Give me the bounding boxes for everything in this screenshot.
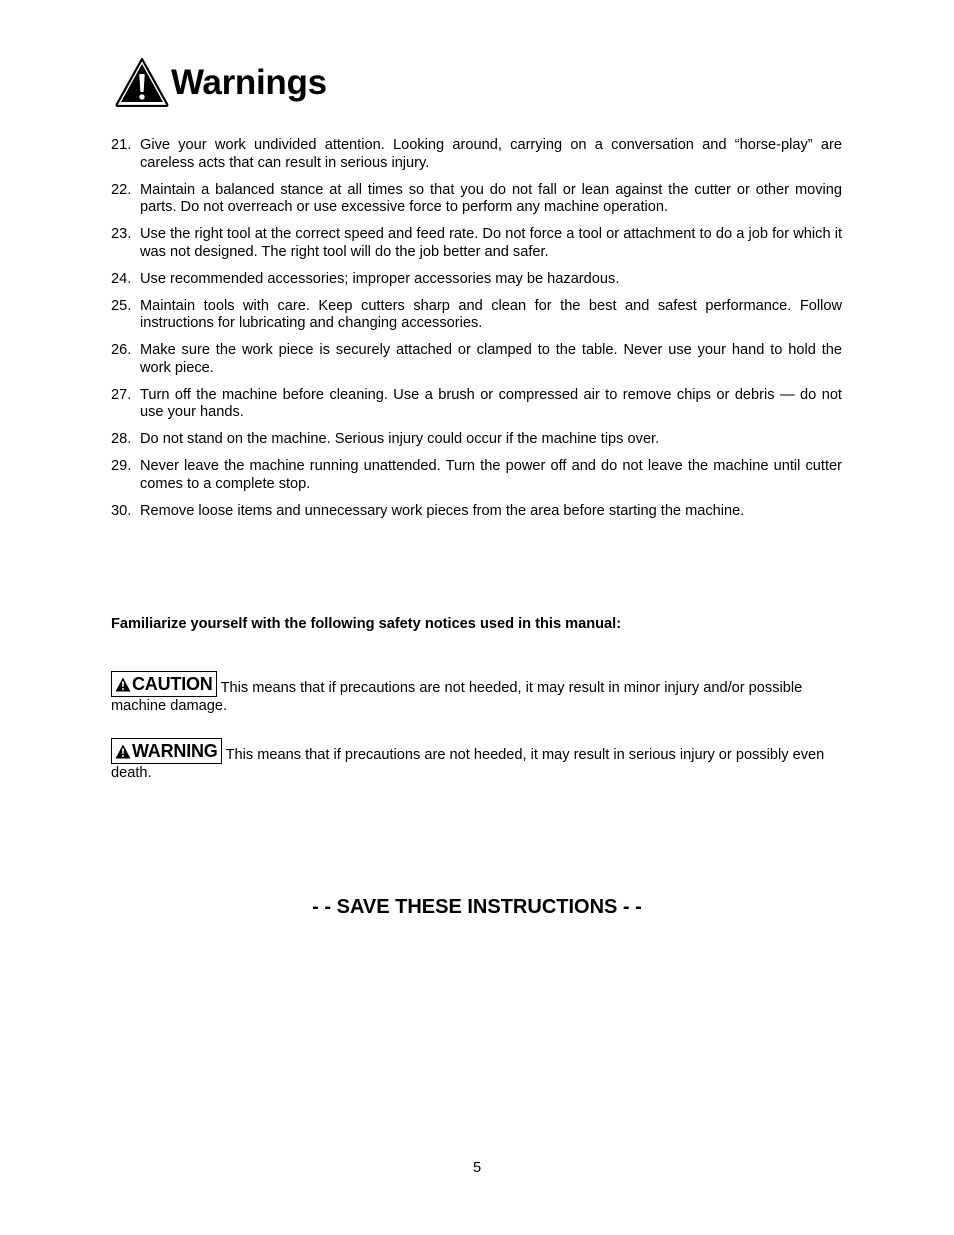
- list-item: [111, 503, 842, 521]
- item-number: 26.: [111, 342, 132, 359]
- warnings-list: [111, 137, 842, 530]
- notices-intro: Familiarize yourself with the following safety notices used in this manual:: [111, 616, 622, 632]
- caution-label: CAUTION: [132, 674, 213, 694]
- item-number: 22.: [111, 181, 132, 198]
- item-text: Give your work undivided attention. Looking around, carrying on a conversation and “horse-play” are careless acts that can result in serious injury.: [140, 137, 842, 171]
- item-text: Maintain tools with care. Keep cutters sharp and clean for the best and safest performance. Follow instructions for lubricating and changing accessories.: [140, 297, 842, 332]
- item-number: 25.: [111, 297, 132, 314]
- warning-triangle-icon: [115, 57, 169, 107]
- caution-triangle-icon: [115, 677, 131, 692]
- page-number: 5: [472, 1160, 482, 1176]
- list-item: [111, 342, 842, 377]
- warning-badge: [111, 738, 222, 764]
- item-text: Do not stand on the machine. Serious injury could occur if the machine tips over.: [140, 431, 660, 448]
- item-text: Make sure the work piece is securely attached or clamped to the table. Never use your hand to hold the work piece.: [140, 342, 842, 376]
- item-number: 24.: [111, 270, 132, 287]
- item-text: Remove loose items and unnecessary work pieces from the area before starting the machine.: [140, 503, 745, 520]
- list-item: [111, 298, 842, 333]
- item-number: 30.: [111, 503, 132, 520]
- caution-notice: [111, 671, 846, 715]
- list-item: [111, 431, 842, 449]
- list-item: [111, 137, 842, 172]
- item-text: Never leave the machine running unattended. Turn the power off and do not leave the machine until cutter comes to a complete stop.: [140, 458, 842, 493]
- list-item: [111, 226, 842, 261]
- item-text: Turn off the machine before cleaning. Use a brush or compressed air to remove chips or debris — do not use your hands.: [140, 386, 842, 421]
- item-text: Maintain a balanced stance at all times so that you do not fall or lean against the cutter or other moving parts. Do not overreach or use excessive force to perform any machine operation.: [140, 181, 842, 216]
- item-text: Use recommended accessories; improper accessories may be hazardous.: [140, 270, 620, 287]
- list-item: [111, 458, 842, 493]
- list-item: [111, 182, 842, 217]
- save-instructions-heading: - - SAVE THESE INSTRUCTIONS - -: [312, 896, 642, 918]
- warning-notice: [111, 738, 846, 782]
- item-number: 23.: [111, 226, 132, 243]
- warning-triangle-small-icon: [115, 744, 131, 759]
- page-header: [115, 56, 327, 108]
- warning-label: WARNING: [132, 741, 218, 761]
- item-number: 27.: [111, 386, 132, 403]
- list-item: [111, 387, 842, 422]
- item-number: 29.: [111, 458, 132, 475]
- warning-text: This means that if precautions are not heeded, it may result in serious injury or possibly even death.: [111, 747, 825, 781]
- item-number: 21.: [111, 137, 132, 153]
- item-text: Use the right tool at the correct speed and feed rate. Do not force a tool or attachment to do a job for which it was not designed. The right tool will do the job better and safer.: [140, 226, 842, 260]
- caution-badge: [111, 671, 217, 697]
- item-number: 28.: [111, 431, 132, 448]
- list-item: [111, 271, 842, 289]
- page-title: Warnings: [171, 62, 327, 102]
- caution-text: This means that if precautions are not heeded, it may result in minor injury and/or possible machine damage.: [111, 680, 803, 714]
